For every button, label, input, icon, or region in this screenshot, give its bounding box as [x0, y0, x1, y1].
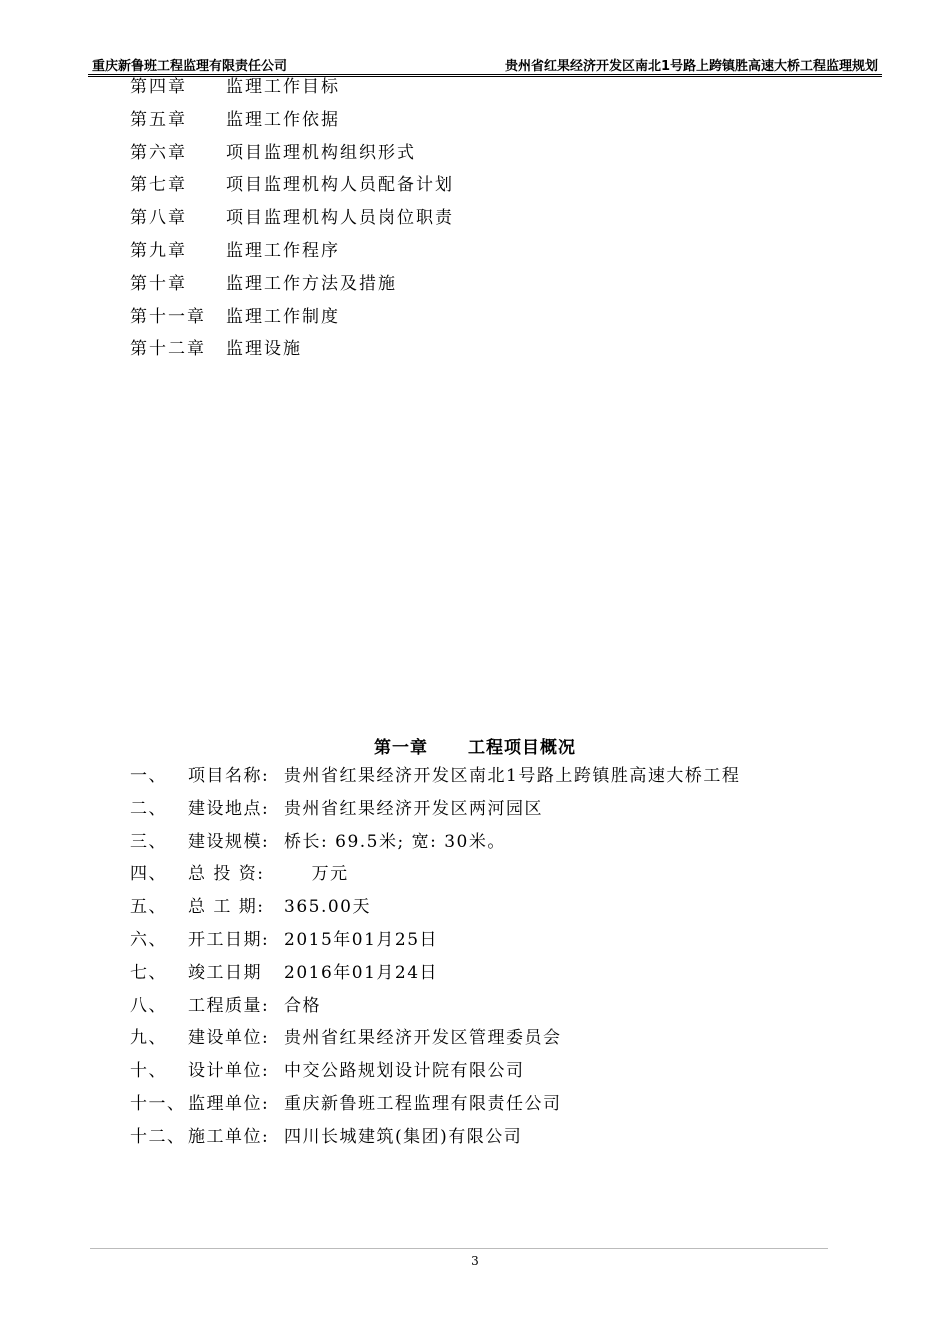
project-overview-list [130, 765, 740, 1159]
toc-item [130, 338, 454, 371]
item-number: 十、 [130, 1061, 167, 1082]
section-chapter: 第一章 [374, 738, 428, 758]
item-value: 贵州省红果经济开发区两河园区 [284, 798, 543, 819]
page-header [88, 52, 882, 77]
toc-title: 项目监理机构组织形式 [226, 142, 416, 163]
item-value: 2016年01月24日 [284, 962, 439, 983]
header-company: 重庆新鲁班工程监理有限责任公司 [92, 59, 288, 74]
item-number: 五、 [130, 897, 167, 918]
item-number: 九、 [130, 1028, 167, 1049]
toc-title: 项目监理机构人员配备计划 [226, 175, 454, 196]
toc-item [130, 142, 454, 175]
toc-chapter: 第十一章 [130, 306, 206, 327]
list-item [130, 962, 740, 995]
list-item [130, 995, 740, 1028]
item-value: 万元 [284, 864, 349, 885]
toc-item [130, 273, 454, 306]
item-label: 开工日期: [188, 929, 270, 950]
item-number: 三、 [130, 831, 167, 852]
item-value: 中交公路规划设计院有限公司 [284, 1061, 525, 1082]
item-value: 桥长: 69.5米; 宽: 30米。 [284, 831, 506, 852]
item-number: 十一、 [130, 1093, 186, 1114]
list-item [130, 765, 740, 798]
page-number: 3 [471, 1254, 479, 1268]
toc-chapter: 第八章 [130, 208, 187, 229]
toc-title: 监理设施 [226, 339, 302, 360]
item-label: 项目名称: [188, 766, 270, 786]
item-number: 二、 [130, 798, 167, 819]
list-item [130, 896, 740, 929]
toc-chapter: 第六章 [130, 142, 187, 163]
toc-item [130, 207, 454, 240]
toc-item [130, 174, 454, 207]
item-value: 重庆新鲁班工程监理有限责任公司 [284, 1093, 562, 1114]
item-label: 总 工 期: [188, 897, 265, 918]
list-item [130, 831, 740, 864]
item-number: 十二、 [130, 1126, 186, 1147]
item-number: 八、 [130, 995, 167, 1016]
toc-chapter: 第七章 [130, 175, 187, 196]
toc-chapter: 第十二章 [130, 339, 206, 360]
item-value: 贵州省红果经济开发区管理委员会 [284, 1028, 562, 1049]
section-title: 工程项目概况 [468, 738, 576, 758]
table-of-contents [130, 76, 454, 371]
toc-item [130, 306, 454, 339]
toc-item [130, 240, 454, 273]
list-item [130, 1060, 740, 1093]
item-number: 六、 [130, 929, 167, 950]
list-item [130, 1126, 740, 1159]
item-label: 设计单位: [188, 1061, 270, 1082]
item-label: 施工单位: [188, 1126, 270, 1147]
toc-chapter: 第十章 [130, 273, 187, 294]
item-number: 四、 [130, 864, 167, 885]
item-number: 一、 [130, 766, 167, 786]
toc-chapter: 第四章 [130, 77, 187, 97]
toc-chapter: 第五章 [130, 109, 187, 130]
section-heading [0, 733, 950, 758]
toc-item [130, 109, 454, 142]
list-item [130, 798, 740, 831]
list-item [130, 1027, 740, 1060]
item-label: 建设规模: [188, 831, 270, 852]
toc-title: 监理工作制度 [226, 306, 340, 327]
toc-title: 监理工作目标 [226, 77, 340, 97]
item-label: 建设单位: [188, 1028, 270, 1049]
footer-divider [90, 1248, 828, 1249]
toc-title: 监理工作依据 [226, 109, 340, 130]
header-document-title: 贵州省红果经济开发区南北1号路上跨镇胜高速大桥工程监理规划 [504, 59, 878, 74]
item-label: 总 投 资: [188, 864, 265, 885]
item-value: 365.00天 [284, 897, 371, 918]
item-label: 竣工日期 [188, 962, 262, 983]
toc-title: 监理工作程序 [226, 240, 340, 261]
item-label: 监理单位: [188, 1093, 270, 1114]
list-item [130, 929, 740, 962]
toc-title: 项目监理机构人员岗位职责 [226, 208, 454, 229]
item-label: 建设地点: [188, 798, 270, 819]
item-value: 2015年01月25日 [284, 929, 439, 950]
toc-title: 监理工作方法及措施 [226, 273, 397, 294]
item-value: 合格 [284, 995, 321, 1016]
toc-chapter: 第九章 [130, 240, 187, 261]
toc-item [130, 76, 454, 109]
list-item [130, 1093, 740, 1126]
item-label: 工程质量: [188, 995, 270, 1016]
item-value: 贵州省红果经济开发区南北1号路上跨镇胜高速大桥工程 [284, 766, 741, 786]
item-value: 四川长城建筑(集团)有限公司 [284, 1126, 523, 1147]
item-number: 七、 [130, 962, 167, 983]
list-item [130, 863, 740, 896]
